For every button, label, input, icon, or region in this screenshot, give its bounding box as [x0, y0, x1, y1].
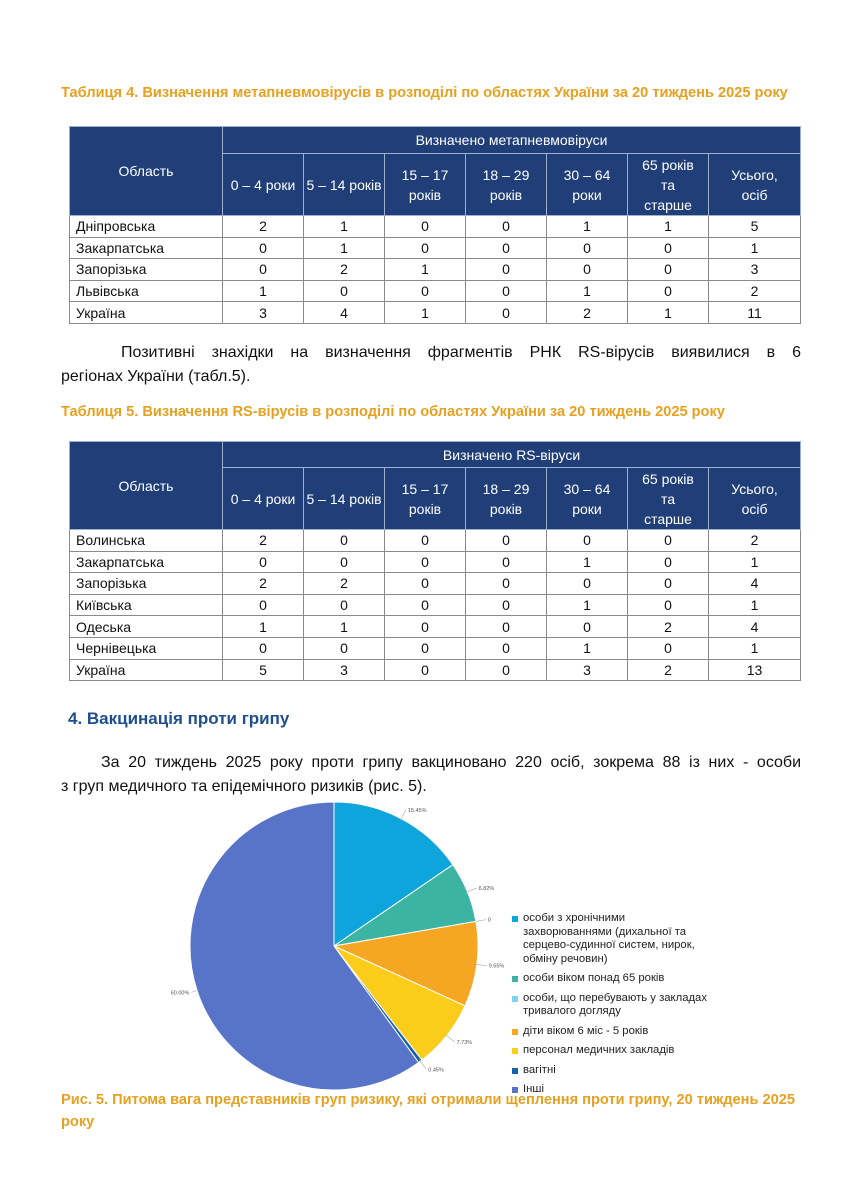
value-cell: 0 — [223, 637, 304, 659]
rs-intro-line2: регіонах України (табл.5). — [61, 368, 251, 385]
table5-col-header: 15 – 17 років — [385, 468, 466, 530]
vaccination-line1: За 20 тиждень 2025 року проти грипу вакциновано 220 осіб, зокрема 88 із них - особи — [101, 754, 801, 771]
value-cell: 0 — [304, 551, 385, 573]
value-cell: 1 — [223, 280, 304, 302]
table4-group-header: Визначено метапневмовіруси — [223, 127, 801, 154]
value-cell: 5 — [223, 659, 304, 681]
table4-col-header: Усього, осіб — [709, 154, 801, 216]
table-row — [70, 551, 801, 573]
pie-data-label: 0 — [487, 917, 491, 924]
value-cell: 1 — [547, 280, 628, 302]
value-cell: 1 — [709, 237, 801, 259]
value-cell: 1 — [709, 551, 801, 573]
table5 — [69, 441, 801, 681]
value-cell: 0 — [385, 216, 466, 238]
table5-group-header: Визначено RS-віруси — [223, 442, 801, 468]
table5-col-header: 0 – 4 роки — [223, 468, 304, 530]
value-cell: 0 — [628, 530, 709, 552]
value-cell: 1 — [628, 302, 709, 324]
value-cell: 0 — [466, 551, 547, 573]
region-cell: Волинська — [70, 530, 223, 552]
legend-label: особи з хронічними захворюваннями (дихальної та серцево-судинної систем, нирок, обміну речовин) — [523, 912, 695, 965]
region-cell: Дніпровська — [70, 216, 223, 238]
value-cell: 0 — [628, 594, 709, 616]
legend-item — [512, 992, 712, 1019]
region-cell: Чернівецька — [70, 637, 223, 659]
legend-item — [512, 912, 712, 966]
value-cell: 0 — [304, 530, 385, 552]
table-row — [70, 573, 801, 595]
value-cell: 1 — [385, 259, 466, 281]
value-cell: 0 — [547, 259, 628, 281]
leader-line — [400, 810, 406, 821]
value-cell: 1 — [304, 616, 385, 638]
value-cell: 0 — [547, 237, 628, 259]
value-cell: 2 — [223, 216, 304, 238]
value-cell: 0 — [223, 551, 304, 573]
value-cell: 3 — [304, 659, 385, 681]
value-cell: 4 — [709, 573, 801, 595]
rs-intro-line1: Позитивні знахідки на визначення фрагментів РНК RS-вірусів виявилися в 6 — [121, 344, 801, 361]
region-cell: Запорізька — [70, 259, 223, 281]
vaccination-line2: з груп медичного та епідемічного ризиків (рис. 5). — [61, 778, 427, 795]
region-cell: Запорізька — [70, 573, 223, 595]
value-cell: 0 — [466, 280, 547, 302]
value-cell: 0 — [547, 573, 628, 595]
pie-data-label: 15.45% — [407, 807, 427, 814]
value-cell: 2 — [628, 659, 709, 681]
value-cell: 0 — [223, 594, 304, 616]
value-cell: 0 — [628, 551, 709, 573]
value-cell: 0 — [466, 259, 547, 281]
table5-caption: Таблиця 5. Визначення RS-вірусів в розподілі по областях України за 20 тиждень 2025 року — [61, 404, 725, 420]
table-row — [70, 216, 801, 238]
value-cell: 0 — [628, 237, 709, 259]
value-cell: 0 — [304, 280, 385, 302]
value-cell: 0 — [304, 637, 385, 659]
table-row — [70, 637, 801, 659]
table5-col-header: 5 – 14 років — [304, 468, 385, 530]
value-cell: 2 — [304, 259, 385, 281]
value-cell: 0 — [466, 302, 547, 324]
legend-label: особи, що перебувають у закладах тривалого догляду — [523, 991, 707, 1017]
value-cell: 2 — [709, 530, 801, 552]
legend-label: Інші — [523, 1083, 544, 1095]
pie-legend — [512, 912, 712, 1103]
region-cell: Одеська — [70, 616, 223, 638]
legend-swatch — [512, 996, 518, 1002]
table4-col-header: 18 – 29 років — [466, 154, 547, 216]
region-cell: Закарпатська — [70, 551, 223, 573]
value-cell: 4 — [709, 616, 801, 638]
legend-swatch — [512, 1029, 518, 1035]
value-cell: 0 — [223, 259, 304, 281]
value-cell: 0 — [385, 573, 466, 595]
table4-region-header: Область — [70, 127, 223, 216]
value-cell: 1 — [223, 616, 304, 638]
value-cell: 0 — [547, 616, 628, 638]
value-cell: 0 — [385, 594, 466, 616]
table4 — [69, 126, 801, 324]
value-cell: 0 — [466, 216, 547, 238]
leader-line — [445, 1034, 454, 1041]
value-cell: 0 — [628, 637, 709, 659]
table-row — [70, 259, 801, 281]
table5-col-header: Усього, осіб — [709, 468, 801, 530]
table-row — [70, 237, 801, 259]
value-cell: 1 — [709, 594, 801, 616]
value-cell: 2 — [709, 280, 801, 302]
value-cell: 3 — [547, 659, 628, 681]
table-row — [70, 530, 801, 552]
table5-col-header: 18 – 29 років — [466, 468, 547, 530]
table4-col-header: 0 – 4 роки — [223, 154, 304, 216]
section-heading: 4. Вакцинація проти грипу — [68, 709, 290, 728]
value-cell: 0 — [466, 616, 547, 638]
legend-swatch — [512, 1048, 518, 1054]
value-cell: 0 — [385, 659, 466, 681]
value-cell: 0 — [466, 594, 547, 616]
value-cell: 0 — [466, 573, 547, 595]
value-cell: 0 — [628, 573, 709, 595]
value-cell: 2 — [628, 616, 709, 638]
legend-label: діти віком 6 міс - 5 років — [523, 1024, 649, 1037]
legend-item — [512, 1064, 712, 1078]
legend-swatch — [512, 976, 518, 982]
value-cell: 0 — [466, 237, 547, 259]
value-cell: 2 — [547, 302, 628, 324]
value-cell: 0 — [385, 637, 466, 659]
table5-col-header: 30 – 64 роки — [547, 468, 628, 530]
value-cell: 1 — [304, 216, 385, 238]
table5-region-header: Область — [70, 442, 223, 530]
value-cell: 0 — [304, 594, 385, 616]
value-cell: 11 — [709, 302, 801, 324]
legend-label: особи віком понад 65 років — [523, 972, 665, 984]
value-cell: 0 — [628, 259, 709, 281]
value-cell: 2 — [304, 573, 385, 595]
legend-item — [512, 972, 712, 986]
value-cell: 0 — [385, 616, 466, 638]
table-row — [70, 280, 801, 302]
value-cell: 5 — [709, 216, 801, 238]
value-cell: 1 — [547, 216, 628, 238]
pie-chart — [170, 798, 510, 1094]
value-cell: 0 — [628, 280, 709, 302]
value-cell: 0 — [466, 530, 547, 552]
value-cell: 0 — [466, 637, 547, 659]
legend-swatch — [512, 1068, 518, 1074]
value-cell: 1 — [547, 637, 628, 659]
region-cell: Україна — [70, 659, 223, 681]
region-cell: Україна — [70, 302, 223, 324]
value-cell: 2 — [223, 530, 304, 552]
value-cell: 0 — [385, 551, 466, 573]
value-cell: 1 — [709, 637, 801, 659]
table-row — [70, 302, 801, 324]
table4-col-header: 5 – 14 років — [304, 154, 385, 216]
value-cell: 0 — [385, 530, 466, 552]
value-cell: 0 — [223, 237, 304, 259]
value-cell: 1 — [628, 216, 709, 238]
value-cell: 0 — [547, 530, 628, 552]
table4-col-header: 30 – 64 роки — [547, 154, 628, 216]
figure5-caption: Рис. 5. Питома вага представників груп ризику, які отримали щеплення проти грипу, 20 тиждень 2025 року — [61, 1092, 795, 1130]
value-cell: 3 — [709, 259, 801, 281]
value-cell: 3 — [223, 302, 304, 324]
pie-data-label: 7.73% — [456, 1039, 473, 1046]
table4-col-header: 65 років та старше — [628, 154, 709, 216]
pie-data-label: 60.00% — [170, 990, 190, 997]
pie-data-label: 0.45% — [428, 1067, 444, 1074]
table-row — [70, 659, 801, 681]
legend-item — [512, 1025, 712, 1039]
table-row — [70, 594, 801, 616]
legend-swatch — [512, 916, 518, 922]
pie-data-label: 9.55% — [488, 963, 505, 970]
value-cell: 1 — [547, 594, 628, 616]
table5-col-header: 65 років та старше — [628, 468, 709, 530]
region-cell: Львівська — [70, 280, 223, 302]
legend-label: вагітні — [523, 1063, 556, 1076]
value-cell: 4 — [304, 302, 385, 324]
value-cell: 0 — [385, 237, 466, 259]
pie-data-label: 6.82% — [478, 886, 495, 893]
legend-label: персонал медичних закладів — [523, 1044, 675, 1056]
value-cell: 1 — [304, 237, 385, 259]
value-cell: 1 — [385, 302, 466, 324]
value-cell: 0 — [385, 280, 466, 302]
value-cell: 1 — [547, 551, 628, 573]
leader-line — [419, 1060, 426, 1070]
region-cell: Закарпатська — [70, 237, 223, 259]
legend-item — [512, 1044, 712, 1058]
value-cell: 13 — [709, 659, 801, 681]
table-row — [70, 616, 801, 638]
value-cell: 0 — [466, 659, 547, 681]
table4-col-header: 15 – 17 років — [385, 154, 466, 216]
value-cell: 2 — [223, 573, 304, 595]
region-cell: Київська — [70, 594, 223, 616]
table4-caption: Таблиця 4. Визначення метапневмовірусів в розподілі по областях України за 20 тиждень 2025 року — [61, 85, 788, 101]
